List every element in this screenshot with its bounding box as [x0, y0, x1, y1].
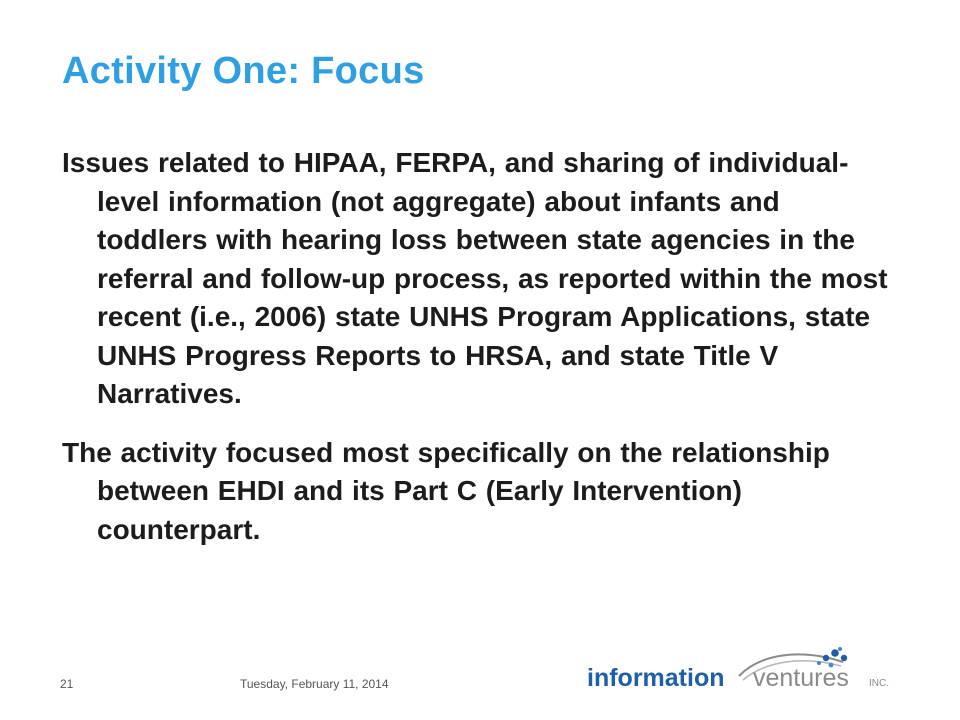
body-paragraph-activity: The activity focused most specifically on the relationship between EHDI and its Part C (Early Intervention) counterpart. [62, 436, 830, 545]
company-logo [585, 646, 930, 696]
logo-word-ventures: ventures [753, 664, 849, 692]
slide-date: Tuesday, February 11, 2014 [240, 677, 389, 691]
logo-word-information: information [587, 664, 725, 692]
logo-suffix: INC. [869, 678, 889, 689]
slide-number: 21 [60, 677, 74, 691]
slide-body [62, 144, 892, 551]
slide-title: Activity One: Focus [62, 50, 425, 92]
body-paragraph-focus: Issues related to HIPAA, FERPA, and sharing of individual-level information (not aggregate) about infants and toddlers with hearing loss between state agencies in the referral and follow-up process, as reported within the most recent (i.e., 2006) state UNHS Program Applications, state UNHS Progress Reports to HRSA, and state Title V Narratives. [62, 147, 888, 409]
